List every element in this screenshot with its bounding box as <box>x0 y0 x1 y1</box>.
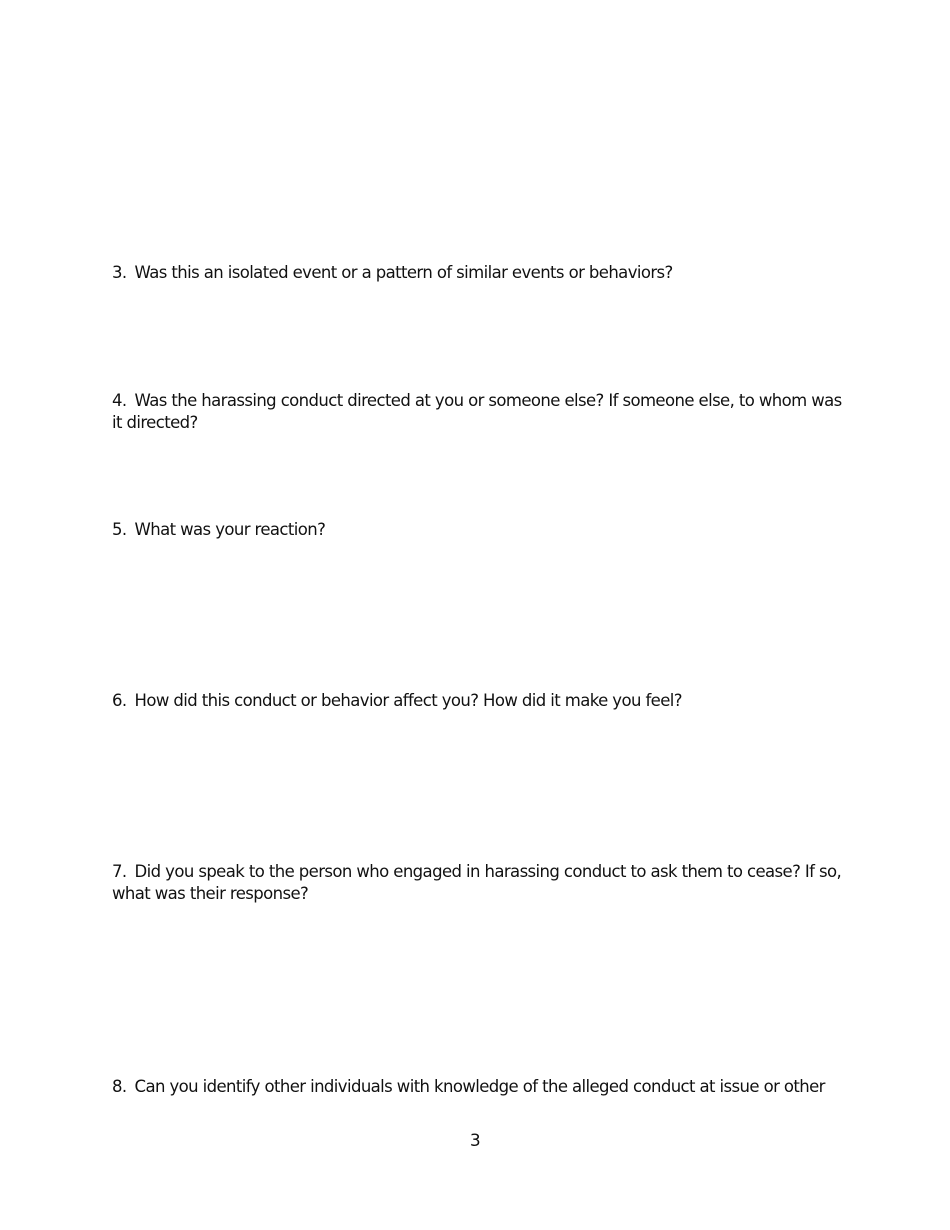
question-3 <box>112 262 842 284</box>
question-number: 8. <box>112 1077 127 1096</box>
question-text: Was this an isolated event or a pattern of similar events or behaviors? <box>134 263 673 282</box>
question-number: 3. <box>112 263 127 282</box>
question-number: 4. <box>112 391 127 410</box>
question-text: Can you identify other individuals with knowledge of the alleged conduct at issue or other <box>134 1077 825 1096</box>
question-text: What was your reaction? <box>134 520 326 539</box>
question-number: 5. <box>112 520 127 539</box>
question-text: Was the harassing conduct directed at you or someone else? If someone else, to whom was it directed? <box>112 391 842 432</box>
question-number: 6. <box>112 691 127 710</box>
question-7 <box>112 861 842 904</box>
question-8 <box>112 1076 842 1098</box>
question-text: How did this conduct or behavior affect you? How did it make you feel? <box>134 691 682 710</box>
question-4 <box>112 390 842 433</box>
question-number: 7. <box>112 862 127 881</box>
question-6 <box>112 690 842 712</box>
page-number: 3 <box>469 1131 481 1151</box>
question-text: Did you speak to the person who engaged in harassing conduct to ask them to cease? If so, what was their response? <box>112 862 842 903</box>
question-5 <box>112 519 842 541</box>
